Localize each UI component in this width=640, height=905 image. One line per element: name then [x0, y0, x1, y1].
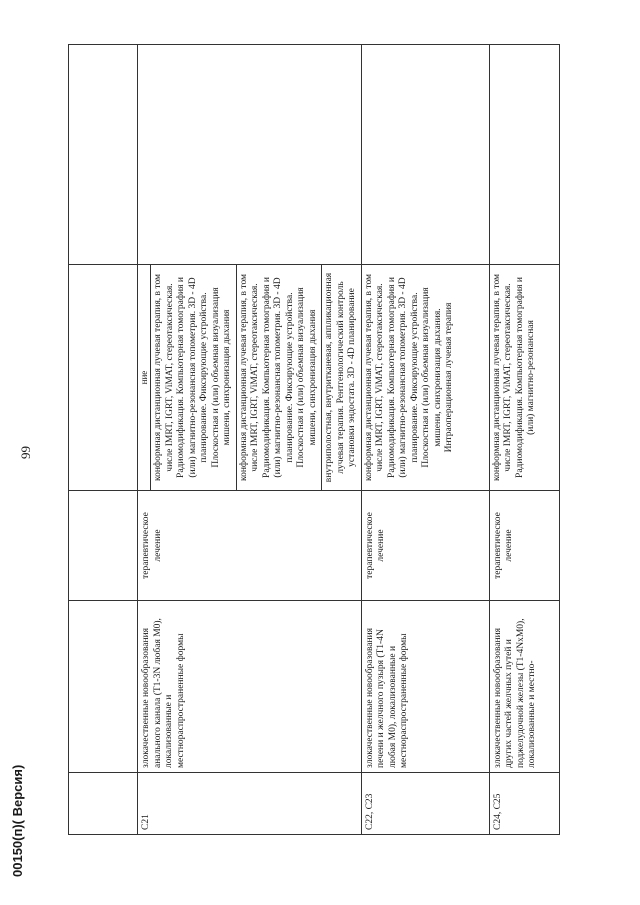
icd-code-cell: С22, С23: [361, 773, 489, 835]
table-row: [489, 45, 560, 835]
table-row: [69, 45, 138, 835]
methods-cell: [489, 265, 560, 491]
page-number: 99: [18, 446, 33, 459]
treatment-type-cell: терапевтическое лечение: [138, 491, 362, 601]
table-row: [138, 45, 362, 835]
method-item: внутриполостная, внутритканевая, аппликационная лучевая терапия. Рентгенологический контроль установки эндостата. 3D - 4D планирование: [324, 272, 357, 483]
method-item: конформная дистанционная лучевая терапия, в том числе IMRT, IGRT, ViMAT, стереотаксическая. Радиомодификация. Компьютерная томография и (или) магнитно-резонансная топометрия. 3D - 4D планирование. Фиксирующие устройства. Плоскостная и (или) объемная визуализация мишени, синхронизация дыхания: [237, 265, 323, 490]
icd-code-cell: С24, С25: [489, 773, 560, 835]
diagnosis-cell: злокачественные новообразования печени и желчного пузыря (T1-4N любая M0), локализованные и местнораспространенные формы: [361, 601, 489, 773]
treatment-type-cell: терапевтическое лечение: [361, 491, 489, 601]
medical-care-table: [68, 45, 560, 835]
methods-cell: [361, 265, 489, 491]
empty-cell: [361, 45, 489, 265]
method-item: конформная дистанционная лучевая терапия, в том числе IMRT, IGRT, ViMAT, стереотаксическая. Радиомодификация. Компьютерная томография и (или) магнитно-резонансная: [491, 273, 536, 482]
empty-cell: [69, 773, 138, 835]
table-row: [361, 45, 489, 835]
method-item: конформная дистанционная лучевая терапия, в том числе IMRT, IGRT, ViMAT, стереотаксическая. Радиомодификация. Компьютерная томография и (или) магнитно-резонансная топометрия. 3D - 4D планирование. Фиксирующие устройства. Плоскостная и (или) объемная визуализация мишени, синхронизация дыхания: [151, 265, 237, 490]
diagnosis-cell: злокачественные новообразования других частей желчных путей и поджелудочной железы (T1-4NxM0), локализованные и местно-: [489, 601, 560, 773]
empty-cell: [69, 601, 138, 773]
table-grid: [68, 44, 560, 835]
icd-code-cell: С21: [138, 773, 362, 835]
diagnosis-cell: злокачественные новообразования анального канала (T1-3N любая M0), локализованные и местнораспространенные формы: [138, 601, 362, 773]
empty-cell: [69, 491, 138, 601]
document-code: 00150(п)( Версия): [10, 764, 25, 877]
continuation-label: ние: [138, 265, 151, 490]
treatment-type-cell: терапевтическое лечение: [489, 491, 560, 601]
empty-cell: [69, 265, 138, 491]
method-item: конформная дистанционная лучевая терапия, в том числе IMRT, IGRT, ViMAT, стереотаксическая. Радиомодификация. Компьютерная томография и (или) магнитно-резонансная топометрия. 3D - 4D планирование. Фиксирующие устройства. Плоскостная и (или) объемная визуализация мишени, синхронизация дыхания. Интраоперационная лучевая терапия: [363, 273, 454, 482]
methods-cell: [138, 265, 362, 491]
empty-cell: [138, 45, 362, 265]
empty-cell: [489, 45, 560, 265]
empty-cell: [69, 45, 138, 265]
